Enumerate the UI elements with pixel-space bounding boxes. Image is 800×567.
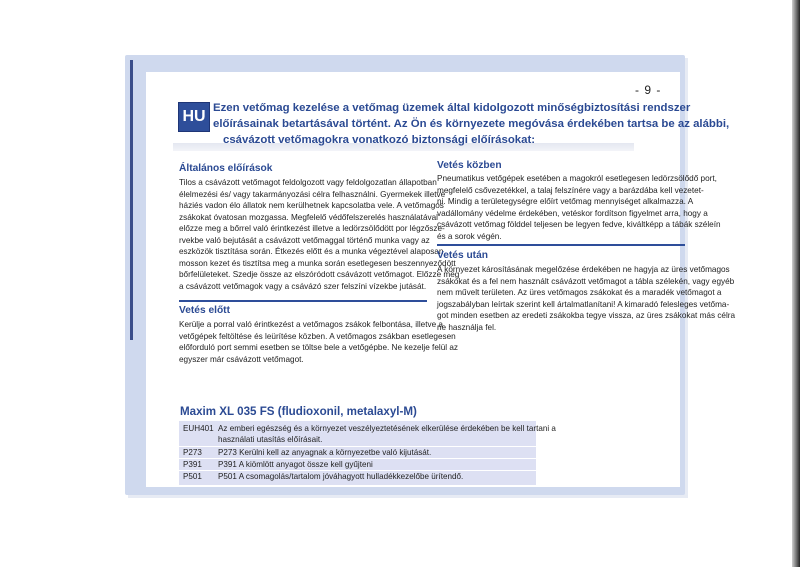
section-text-before-sowing bbox=[179, 319, 458, 365]
header-title-line: csávázott vetőmagokra vonatkozó biztonsági előírásokat: bbox=[223, 134, 536, 146]
text-line: megfelelő csővezetékkel, a talaj felszínére vagy a barázdába kell vezetet- bbox=[437, 185, 704, 195]
text-line: vadállomány védelme érdekében, vetéskor fordítson figyelmet arra, hogy a bbox=[437, 208, 708, 218]
text-line: Pneumatikus vetőgépek esetében a magokról esetlegesen ledörzsölődő port, bbox=[437, 174, 717, 183]
text-line: zsákokat óvatosan mozgassa. Megfelelő védőfelszerelés használatával bbox=[179, 212, 438, 222]
text-line: eszközök tisztítása során. Étkezés előtt és a munka végeztével alaposan bbox=[179, 247, 444, 257]
text-line: jogszabályban leírtak szerint kell ártalmatlanítani! A kimaradó felesleges vetőma- bbox=[437, 299, 730, 309]
statement-code: P273 bbox=[183, 448, 202, 457]
statement-code: EUH401 bbox=[183, 424, 214, 433]
text-line: és a sorok végén. bbox=[437, 231, 502, 241]
text-line: élelmezési és/ vagy takarmányozási célra felhasználni. Gyermekek illetve bbox=[179, 189, 446, 199]
section-heading-general: Általános előírások bbox=[179, 163, 273, 174]
section-text-after-sowing bbox=[437, 264, 736, 333]
text-line: rvekbe való bejutását a csávázott vetőmaggal történő munka vagy az bbox=[179, 235, 430, 245]
text-line: egyszer már csávázott vetőmagot. bbox=[179, 354, 304, 364]
statement-text: P501 A csomagolás/tartalom jóváhagyott hulladékkezelőbe ürítendő. bbox=[218, 472, 464, 481]
text-line: bőrfelületeket. Szedje össze az elszóródott csávázott vetőmagot. Előzze meg bbox=[179, 270, 460, 280]
statement-text: P391 A kiömlött anyagot össze kell gyűjteni bbox=[218, 460, 373, 469]
page-number: - 9 - bbox=[635, 83, 662, 97]
text-line: ne használja fel. bbox=[437, 322, 497, 332]
section-heading-before-sowing: Vetés előtt bbox=[179, 305, 230, 316]
text-line: a csávázott vetőmagok vagy a csávázó szer felszíni vízekbe jutását. bbox=[179, 281, 427, 291]
text-line: nem művelt területen. Az üres vetőmagos zsákokat és a maradék vetőmagot a bbox=[437, 288, 722, 298]
text-line: előzze meg a bőrrel való érintkezést illetve a ledörzsölődött por légzősze- bbox=[179, 224, 445, 234]
statement-code: P501 bbox=[183, 472, 202, 481]
statement-text: Az emberi egészség és a környezet veszélyeztetésének elkerülése érdekében be kell tartani a bbox=[218, 424, 556, 433]
header-title-line: Ezen vetőmag kezelése a vetőmag üzemek által kidolgozott minőségbiztosítási rendszer bbox=[213, 102, 691, 114]
statement-text: P273 Kerülni kell az anyagnak a környezetbe való kijutását. bbox=[218, 448, 432, 457]
section-text-during-sowing bbox=[437, 173, 721, 242]
text-line: háziés vadon élo állatok nem kerülhetnek kapcsolatba vele. A vetőmagos bbox=[179, 201, 444, 211]
language-badge: HU bbox=[178, 102, 210, 132]
text-line: ni. Mindig a területegységre előírt vetőmag mennyiséget alkalmazza. A bbox=[437, 197, 694, 207]
section-divider bbox=[437, 244, 685, 246]
section-heading-during-sowing: Vetés közben bbox=[437, 160, 502, 171]
statement-code: P391 bbox=[183, 460, 202, 469]
text-line: előforduló port semmi esetben se töltse bele a vetőgépbe. Ne kezelje felül az bbox=[179, 343, 458, 353]
text-line: Kerülje a porral való érintkezést a vetőmagos zsákok felbontása, illetve a bbox=[179, 320, 443, 329]
text-line: zsákokat és a fel nem használt csávázott vetőmagot a tábla szélekén, vagy egyéb bbox=[437, 276, 735, 286]
booklet-spine-rule bbox=[130, 60, 133, 340]
section-text-general bbox=[179, 177, 460, 292]
header-title-line: előírásainak betartásával történt. Az Ön és környezete megóvása érdekében tartsa be az alábbi, bbox=[213, 118, 730, 130]
text-line: vetőgépek feltöltése és leürítése közben. A vetőmagos zsákban esetlegesen bbox=[179, 331, 456, 341]
hazard-statements-table bbox=[179, 421, 556, 485]
product-title: Maxim XL 035 FS (fludioxonil, metalaxyl-M) bbox=[180, 405, 417, 418]
scan-edge bbox=[792, 0, 800, 567]
statement-text: használati utasítás előírásait. bbox=[218, 435, 323, 444]
text-line: Tilos a csávázott vetőmagot feldolgozott vagy feldolgozatlan állapotban bbox=[179, 178, 437, 187]
section-heading-after-sowing: Vetés után bbox=[437, 250, 488, 261]
text-line: A környezet károsításának megelőzése érdekében ne hagyja az üres vetőmagos bbox=[437, 265, 730, 274]
text-line: got minden esetben az eredeti zsákokba tegye vissza, az üres zsákokat más célra bbox=[437, 311, 736, 321]
text-line: mosson kezet és tisztítsa meg a munka során esetlegesen beszennyeződött bbox=[179, 258, 456, 268]
section-divider bbox=[179, 300, 427, 302]
text-line: csávázott vetőmag földdel teljesen be legyen fedve, kiváltképp a tábák széleín bbox=[437, 220, 721, 230]
header-title bbox=[213, 100, 730, 148]
